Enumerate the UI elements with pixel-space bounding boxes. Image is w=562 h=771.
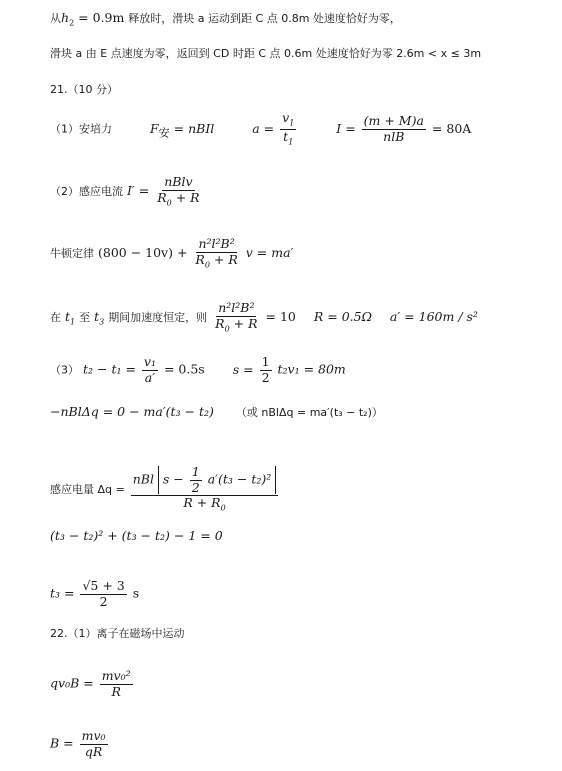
part2-label: （2）感应电流 <box>50 185 123 198</box>
part2-den-rest: + R <box>171 189 200 205</box>
newton-lhs: (800 − 10v) + <box>97 245 188 260</box>
h2-value: = 0.9m <box>74 10 129 25</box>
s-num: 1 <box>261 354 270 369</box>
part3-label: （3） <box>50 363 79 377</box>
q22-eq1-num: mv₀² <box>101 668 131 683</box>
constant-acc-row <box>50 302 478 333</box>
q22-eq2-num: mv₀ <box>81 728 106 743</box>
line2-text: 滑块 a 由 E 点速度为零，返回到 CD 时距 C 点 0.6m 处速度恰好为零 2.6m < x ≤ 3m <box>50 47 482 60</box>
s-fraction <box>260 356 272 384</box>
const-den-r0: R <box>215 315 225 331</box>
const-den-rest: + R <box>229 315 258 331</box>
const-eq1: = 10 <box>265 309 296 324</box>
s-lhs: s = <box>232 361 254 377</box>
part3-lhs: t₂ − t₁ = <box>82 361 136 377</box>
q22-header <box>50 628 185 639</box>
part3-fraction <box>142 356 158 384</box>
const-eq3: a′ = 160m / s² <box>389 309 478 324</box>
q21-header-text: 21.（10 分） <box>50 83 118 96</box>
q22-eq1-row <box>50 670 135 698</box>
q22-eq1-den: R <box>111 683 121 699</box>
t3-num: √5 + 3 <box>82 578 125 593</box>
s-rhs: t₂v₁ = 80m <box>277 361 346 377</box>
a-fraction <box>280 112 296 146</box>
line-1 <box>50 12 401 28</box>
line1-rest: 释放时，滑块 a 运动到距 C 点 0.8m 处速度恰好为零， <box>128 12 401 25</box>
charge-inner-b: a′(t₃ − t₂)² <box>207 471 272 487</box>
newton-rhs: v = ma′ <box>245 245 294 260</box>
part1-row <box>50 112 471 146</box>
charge-fraction <box>131 466 279 513</box>
t3-sub: 3 <box>99 317 105 327</box>
part3-den: a′ <box>144 369 156 385</box>
acceleration-eq <box>252 110 302 146</box>
charge-row <box>50 466 280 513</box>
i-den: nlB <box>383 128 405 144</box>
const-label-a: 在 <box>50 311 61 324</box>
q22-eq2-row <box>50 730 110 758</box>
a-lhs: a = <box>252 120 275 136</box>
half-fraction <box>190 466 202 494</box>
part2-fraction <box>155 176 201 207</box>
const-eq2: R = 0.5Ω <box>313 309 372 324</box>
a-num: v <box>282 110 290 125</box>
const-den-sub: 0 <box>224 324 230 333</box>
q22-eq2-lhs: B = <box>50 735 74 751</box>
i-num: (m + M)a <box>363 113 424 128</box>
const-num: n²l²B² <box>218 300 255 315</box>
t3-fraction <box>80 580 126 608</box>
part2-row <box>50 176 204 207</box>
part2-den-r0: R <box>157 189 167 205</box>
newton-den-rest: + R <box>209 251 238 267</box>
i-fraction <box>362 115 426 143</box>
charge-inner-a: s − <box>162 471 184 487</box>
half-den: 2 <box>191 479 200 495</box>
current-eq <box>336 113 472 144</box>
q22-eq2-den: qR <box>84 743 103 759</box>
t3-lhs: t₃ = <box>50 585 75 601</box>
t1-sub: 1 <box>70 317 76 327</box>
t3-result-row <box>50 580 139 608</box>
newton-label: 牛顿定律 <box>50 247 94 260</box>
ampere-force-eq <box>149 120 218 139</box>
part3-row <box>50 356 346 384</box>
h2-symbol: h <box>61 10 70 25</box>
h2-subscript: 2 <box>69 18 75 28</box>
part2-num: nBlv <box>164 174 193 189</box>
line-2 <box>50 48 481 59</box>
f-rhs: = nBIl <box>169 120 215 136</box>
part2-den-sub: 0 <box>166 198 172 207</box>
part2-lhs: I′ = <box>126 183 150 198</box>
quadratic-eq: (t₃ − t₂)² + (t₃ − t₂) − 1 = 0 <box>50 528 223 543</box>
q22-eq1-lhs: qv₀B = <box>50 675 94 691</box>
q22-eq1-fraction <box>100 670 133 698</box>
const-label-b: 期间加速度恒定，则 <box>108 311 208 324</box>
charge-label: 感应电量 Δq = <box>50 482 125 496</box>
charge-den-sub: 0 <box>220 503 226 513</box>
i-lhs: I = <box>336 120 356 136</box>
s-den: 2 <box>261 369 270 385</box>
f-symbol: F <box>149 120 159 136</box>
q21-header <box>50 84 118 95</box>
charge-den: R + R <box>183 495 221 510</box>
half-num: 1 <box>191 464 200 479</box>
line1-intro: 从 <box>50 12 61 25</box>
t3-den: 2 <box>99 593 108 609</box>
q22-eq2-fraction <box>80 730 108 758</box>
a-den-sub: 1 <box>288 137 294 146</box>
const-fraction <box>213 302 259 333</box>
quadratic-row <box>50 530 223 543</box>
part3-rhs: = 0.5s <box>163 361 205 377</box>
momentum-alt: （或 nBlΔq = ma′(t₃ − t₂)） <box>235 406 383 419</box>
part1-label: （1）安培力 <box>50 122 112 136</box>
part3-num: v₁ <box>143 354 156 369</box>
const-mid: 至 <box>79 311 91 324</box>
charge-bracket <box>158 466 276 494</box>
charge-num-pre: nBl <box>132 471 154 487</box>
newton-fraction <box>193 238 239 269</box>
q22-header-text: 22.（1）离子在磁场中运动 <box>50 627 185 640</box>
i-rhs: = 80A <box>431 120 472 136</box>
newton-den-sub: 0 <box>204 260 210 269</box>
f-subscript: 安 <box>158 126 170 139</box>
newton-den-r0: R <box>195 251 205 267</box>
momentum-eq: −nBlΔq = 0 − ma′(t₃ − t₂) <box>50 404 214 419</box>
t1-symbol: t <box>64 309 71 324</box>
newton-num: n²l²B² <box>198 236 235 251</box>
newton-row <box>50 238 293 269</box>
a-num-sub: 1 <box>289 118 295 128</box>
momentum-row <box>50 406 383 419</box>
a-den: t <box>283 128 289 144</box>
t3-unit: s <box>132 585 140 601</box>
t3-symbol: t <box>94 309 100 324</box>
